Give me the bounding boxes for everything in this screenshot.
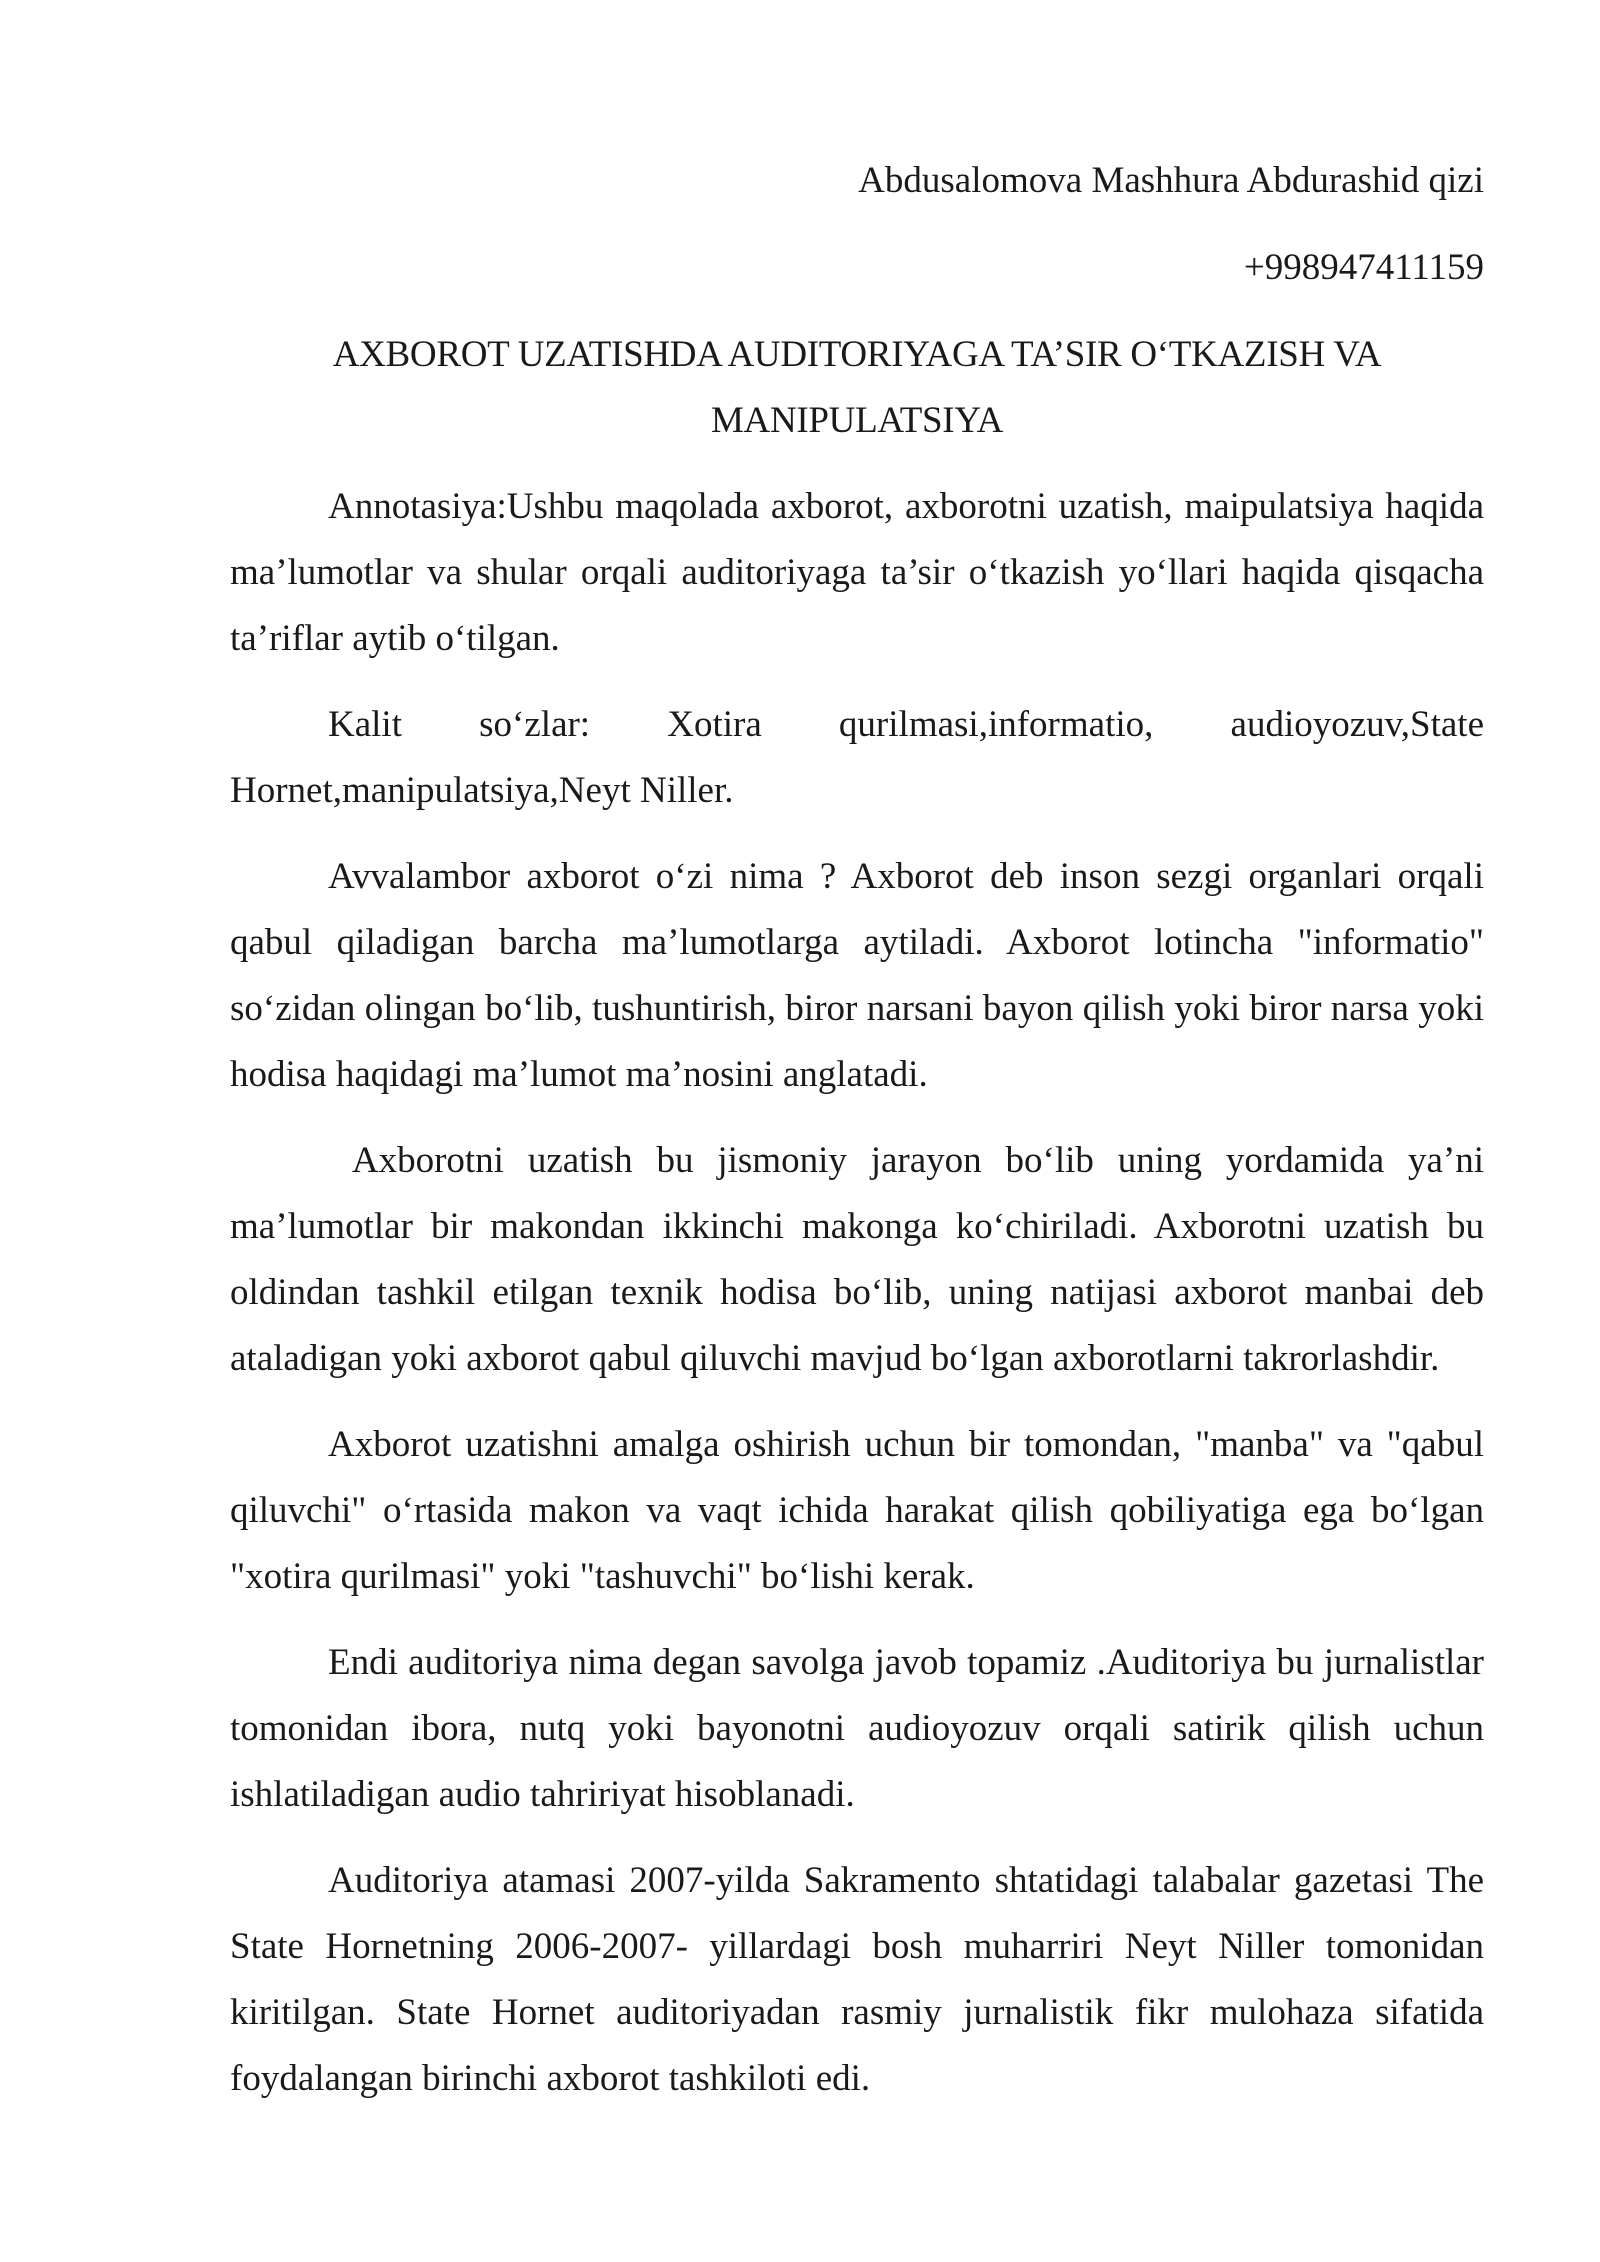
body-paragraph: Avvalambor axborot o‘zi nima ? Axborot deb inson sezgi organlari orqali qabul qiladigan barcha ma’lumotlarga aytiladi. Axborot lotincha "informatio" so‘zidan olingan bo‘lib, tushuntirish, biror narsani bayon qilish yoki biror narsa yoki hodisa haqidagi ma’lumot ma’nosini anglatadi. [230, 856, 1484, 1095]
body-paragraph: Endi auditoriya nima degan savolga javob topamiz .Auditoriya bu jurnalistlar tomonidan ibora, nutq yoki bayonotni audioyozuv orqali satirik qilish uchun ishlatiladigan audio tahririyat hisoblanadi. [230, 1642, 1484, 1815]
article-title: AXBOROT UZATISHDA AUDITORIYAGA TA’SIR O‘TKAZISH VA MANIPULATSIYA [332, 334, 1382, 441]
author-name: Abdusalomova Mashhura Abdurashid qizi [858, 160, 1484, 201]
keywords-paragraph: Kalit so‘zlar: Xotira qurilmasi,informatio, audioyozuv,State Hornet,manipulatsiya,Neyt Niller. [230, 704, 1484, 811]
author-phone: +998947411159 [1243, 247, 1484, 288]
annotation-paragraph: Annotasiya:Ushbu maqolada axborot, axborotni uzatish, maipulatsiya haqida ma’lumotlar va shular orqali auditoriyaga ta’sir o‘tkazish yo‘llari haqida qisqacha ta’riflar aytib o‘tilgan. [230, 486, 1484, 659]
body-paragraph: Auditoriya atamasi 2007-yilda Sakramento shtatidagi talabalar gazetasi The State Hornetning 2006-2007- yillardagi bosh muharriri Neyt Niller tomonidan kiritilgan. State Hornet auditoriyadan rasmiy jurnalistik fikr mulohaza sifatida foydalangan birinchi axborot tashkiloti edi. [230, 1860, 1484, 2099]
body-paragraph: Axborotni uzatish bu jismoniy jarayon bo‘lib uning yordamida ya’ni ma’lumotlar bir makondan ikkinchi makonga ko‘chiriladi. Axborotni uzatish bu oldindan tashkil etilgan texnik hodisa bo‘lib, uning natijasi axborot manbai deb ataladigan yoki axborot qabul qiluvchi mavjud bo‘lgan axborotlarni takrorlashdir. [230, 1140, 1494, 1379]
body-paragraph: Axborot uzatishni amalga oshirish uchun bir tomondan, "manba" va "qabul qiluvchi" o‘rtasida makon va vaqt ichida harakat qilish qobiliyatiga ega bo‘lgan "xotira qurilmasi" yoki "tashuvchi" bo‘lishi kerak. [230, 1424, 1484, 1597]
